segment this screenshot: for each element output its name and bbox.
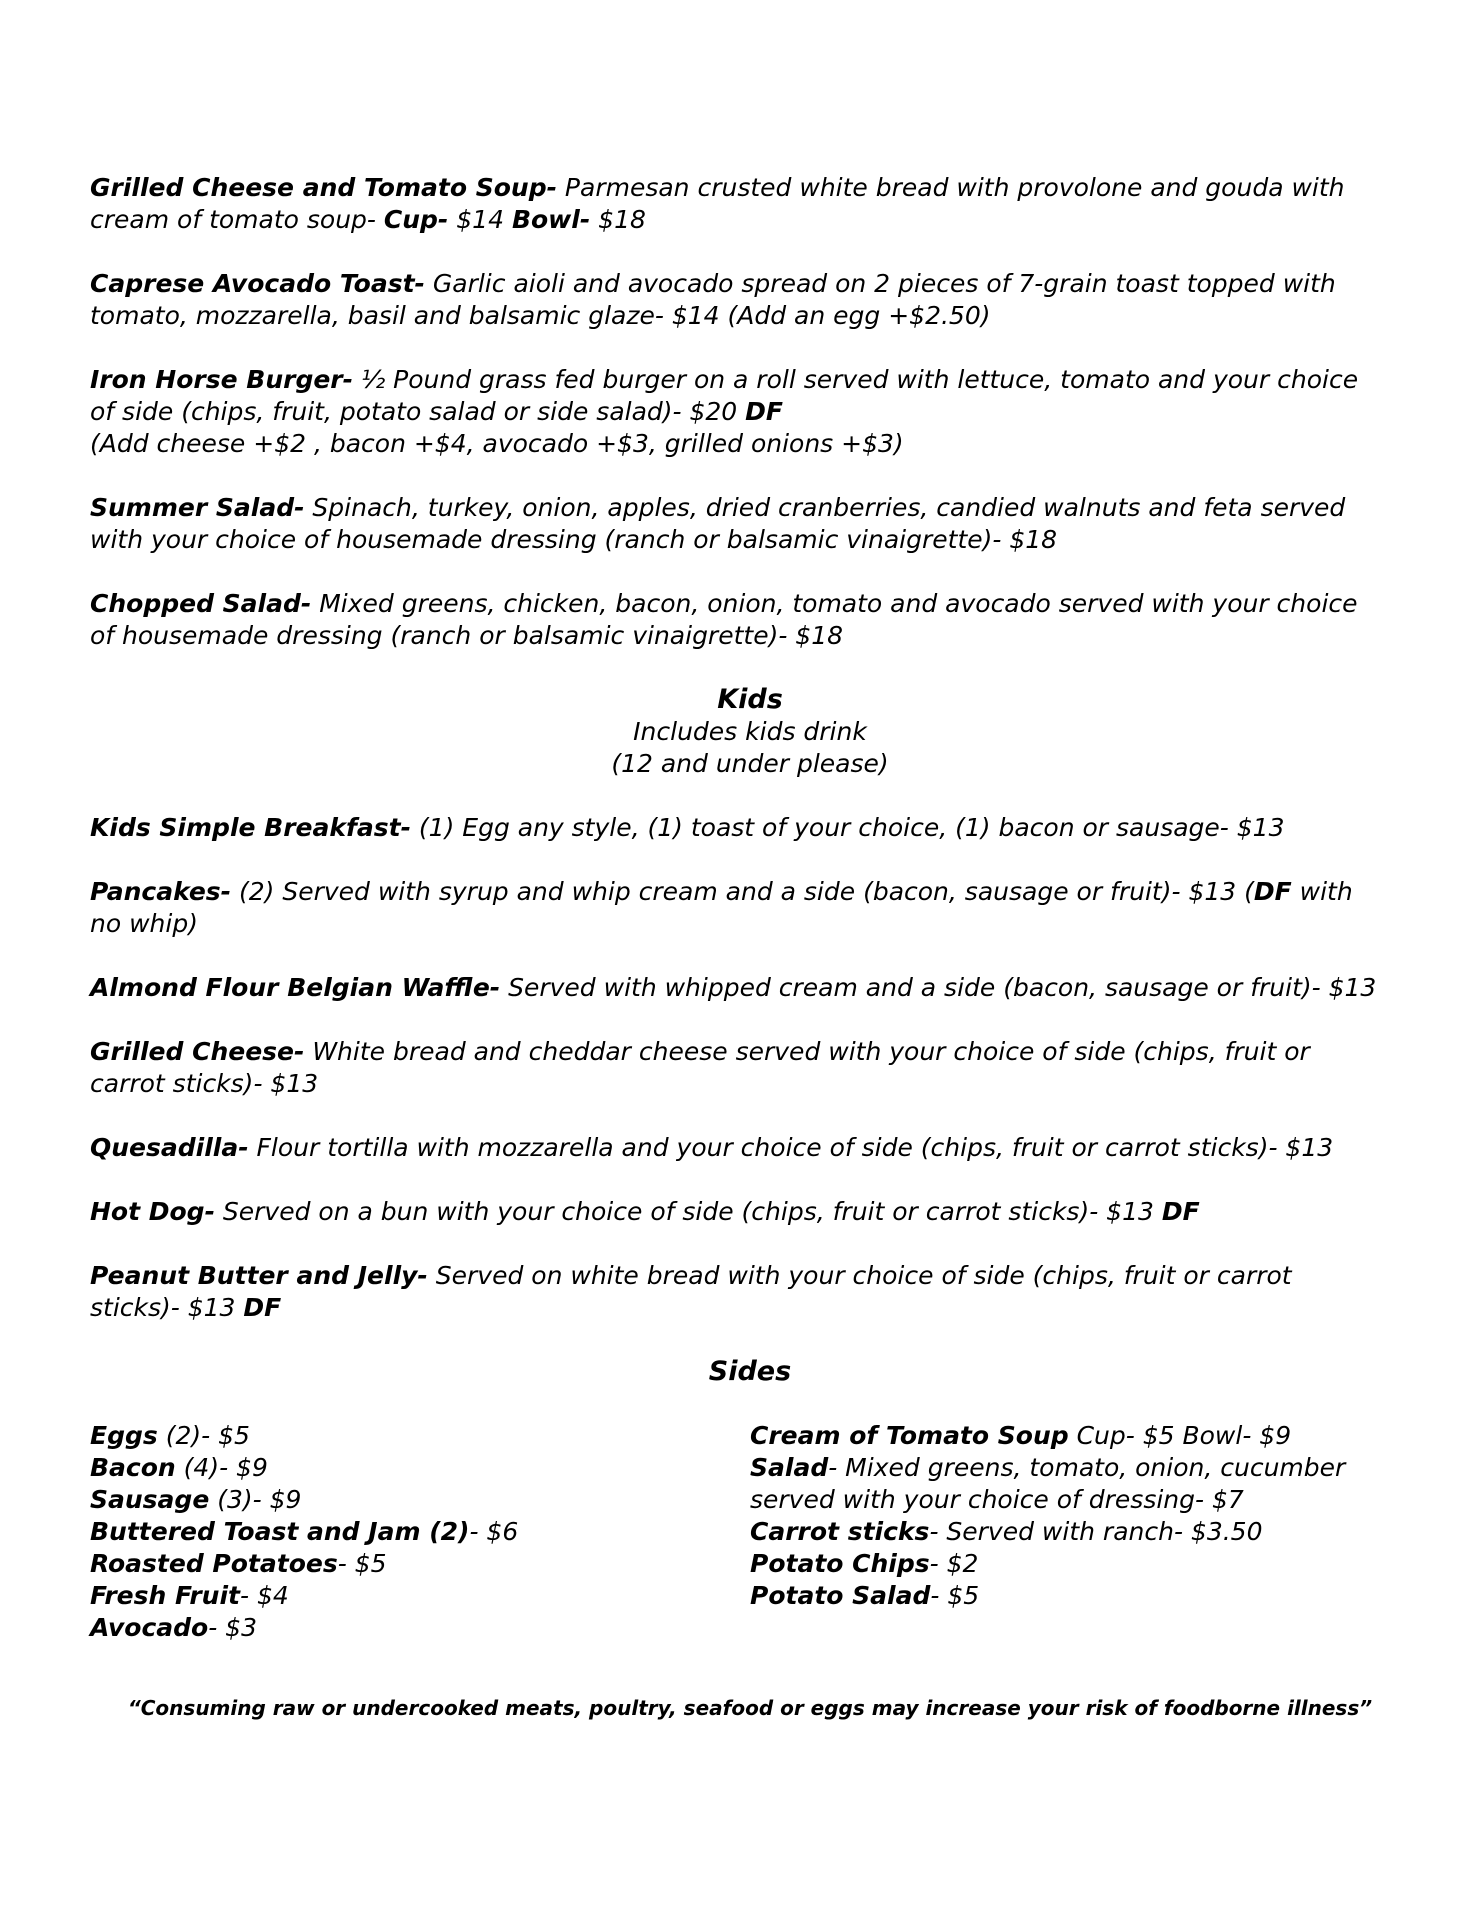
kids-age-note: (12 and under please) (611, 749, 889, 778)
kids-item-quesadilla (90, 1132, 1410, 1164)
item-name: Summer Salad- (90, 493, 305, 522)
bowl-label: Bowl- (511, 205, 591, 234)
side-name: Buttered Toast and Jam (2) (90, 1517, 470, 1546)
side-name: Potato Salad (750, 1581, 931, 1610)
kids-item-pbj (90, 1260, 1410, 1324)
side-name: Bacon (90, 1453, 176, 1482)
side-item-salad-cont: served with your choice of dressing- $7 (750, 1485, 1244, 1514)
kids-item-belgian-waffle (90, 972, 1410, 1004)
dairy-free-tag: DF (745, 397, 784, 426)
item-description: Served with whipped cream and a side (bacon, sausage or fruit)- $13 (500, 973, 1377, 1002)
side-price: (2)- $5 (157, 1421, 250, 1450)
menu-item-grilled-cheese-tomato-soup (90, 172, 1410, 236)
item-description: Garlic aioli and avocado spread on 2 pieces of 7-grain toast topped with (424, 269, 1336, 298)
cup-label: Cup- (383, 205, 449, 234)
bowl-price: $18 (590, 205, 646, 234)
kids-item-grilled-cheese (90, 1036, 1410, 1100)
item-name: Peanut Butter and Jelly- (90, 1261, 428, 1290)
side-item-tomato-soup (750, 1420, 1410, 1452)
item-name: Grilled Cheese- (90, 1037, 305, 1066)
side-description: - Mixed greens, tomato, onion, cucumber (828, 1453, 1346, 1482)
side-item-potato-chips (750, 1548, 1410, 1580)
item-description: of side (chips, fruit, potato salad or side salad)- $20 (90, 397, 746, 426)
menu-item-summer-salad (90, 492, 1410, 556)
menu-page (90, 172, 1410, 1722)
side-name: Sausage (90, 1485, 210, 1514)
item-description: (2) Served with syrup and whip cream and a side (bacon, sausage or fruit)- $13 ( (231, 877, 1254, 906)
kids-heading: Kids (717, 684, 783, 715)
item-description: Served on white bread with your choice of side (chips, fruit or carrot (427, 1261, 1292, 1290)
item-description: Flour tortilla with mozzarella and your choice of side (chips, fruit or carrot sticks)- $13 (248, 1133, 1334, 1162)
side-price: - $5 (337, 1549, 387, 1578)
dairy-free-tag: DF (1161, 1197, 1200, 1226)
side-price: Cup- $5 Bowl- $9 (1068, 1421, 1292, 1450)
item-name: Grilled Cheese and Tomato Soup- (90, 173, 557, 202)
item-description: ½ Pound grass fed burger on a roll served with lettuce, tomato and your choice (353, 365, 1359, 394)
dairy-free-tag: DF (1253, 877, 1292, 906)
side-price: - $4 (239, 1581, 289, 1610)
side-name: Avocado (90, 1613, 209, 1642)
side-item-eggs (90, 1420, 750, 1452)
item-description: with your choice of housemade dressing (ranch or balsamic vinaigrette)- $18 (90, 525, 1058, 554)
item-description: carrot sticks)- $13 (90, 1069, 319, 1098)
kids-subtitle: Includes kids drink (633, 717, 867, 746)
item-description: Served on a bun with your choice of side (chips, fruit or carrot sticks)- $13 (214, 1197, 1162, 1226)
item-name: Chopped Salad- (90, 589, 312, 618)
side-price: - $3 (208, 1613, 257, 1642)
side-name: Fresh Fruit (90, 1581, 240, 1610)
side-name: Salad (750, 1453, 829, 1482)
item-name: Caprese Avocado Toast- (90, 269, 425, 298)
side-price: (3)- $9 (209, 1485, 302, 1514)
item-description: no whip) (90, 909, 198, 938)
item-description: of housemade dressing (ranch or balsamic vinaigrette)- $18 (90, 621, 844, 650)
kids-section-header (90, 684, 1410, 780)
item-description: tomato, mozzarella, basil and balsamic glaze- $14 (Add an egg +$2.50) (90, 301, 991, 330)
item-description: sticks)- $13 (90, 1293, 244, 1322)
kids-item-hot-dog (90, 1196, 1410, 1228)
item-name: Almond Flour Belgian Waffle- (90, 973, 501, 1002)
side-name: Cream of Tomato Soup (750, 1421, 1069, 1450)
side-price: - $5 (930, 1581, 980, 1610)
side-item-salad (750, 1452, 1410, 1484)
item-name: Quesadilla- (90, 1133, 249, 1162)
kids-item-simple-breakfast (90, 812, 1410, 844)
item-description: Parmesan crusted white bread with provolone and gouda with (556, 173, 1345, 202)
item-description: cream of tomato soup- (90, 205, 384, 234)
side-price: - $6 (469, 1517, 519, 1546)
side-price: - $2 (929, 1549, 979, 1578)
side-price: (4)- $9 (175, 1453, 268, 1482)
item-description: Spinach, turkey, onion, apples, dried cranberries, candied walnuts and feta served (304, 493, 1346, 522)
item-name: Hot Dog- (90, 1197, 215, 1226)
side-item-avocado (90, 1612, 750, 1644)
side-item-roasted-potatoes (90, 1548, 750, 1580)
side-name: Roasted Potatoes (90, 1549, 338, 1578)
side-item-fresh-fruit (90, 1580, 750, 1612)
side-item-toast-jam (90, 1516, 750, 1548)
side-item-potato-salad (750, 1580, 1410, 1612)
item-description: (1) Egg any style, (1) toast of your choice, (1) bacon or sausage- $13 (410, 813, 1285, 842)
sides-left-column (90, 1420, 750, 1644)
item-description: with (1291, 877, 1353, 906)
item-name: Pancakes- (90, 877, 232, 906)
food-safety-disclaimer: “Consuming raw or undercooked meats, poultry, seafood or eggs may increase your risk of foodborne illness” (127, 1696, 1373, 1720)
menu-item-caprese-avocado-toast (90, 268, 1410, 332)
item-name: Iron Horse Burger- (90, 365, 354, 394)
side-item-carrot-sticks (750, 1516, 1410, 1548)
side-price: - Served with ranch- $3.50 (929, 1517, 1263, 1546)
side-name: Eggs (90, 1421, 158, 1450)
side-item-sausage (90, 1484, 750, 1516)
side-item-bacon (90, 1452, 750, 1484)
dairy-free-tag: DF (243, 1293, 282, 1322)
sides-heading: Sides (708, 1356, 792, 1387)
side-name: Carrot sticks (750, 1517, 930, 1546)
sides-columns (90, 1420, 1410, 1644)
item-name: Kids Simple Breakfast- (90, 813, 411, 842)
item-description: White bread and cheddar cheese served with your choice of side (chips, fruit or (304, 1037, 1310, 1066)
menu-item-chopped-salad (90, 588, 1410, 652)
side-name: Potato Chips (750, 1549, 930, 1578)
kids-item-pancakes (90, 876, 1410, 940)
sides-right-column (750, 1420, 1410, 1644)
menu-item-iron-horse-burger (90, 364, 1410, 460)
item-addons: (Add cheese +$2 , bacon +$4, avocado +$3, grilled onions +$3) (90, 429, 904, 458)
item-description: Mixed greens, chicken, bacon, onion, tomato and avocado served with your choice (311, 589, 1358, 618)
cup-price: $14 (448, 205, 512, 234)
